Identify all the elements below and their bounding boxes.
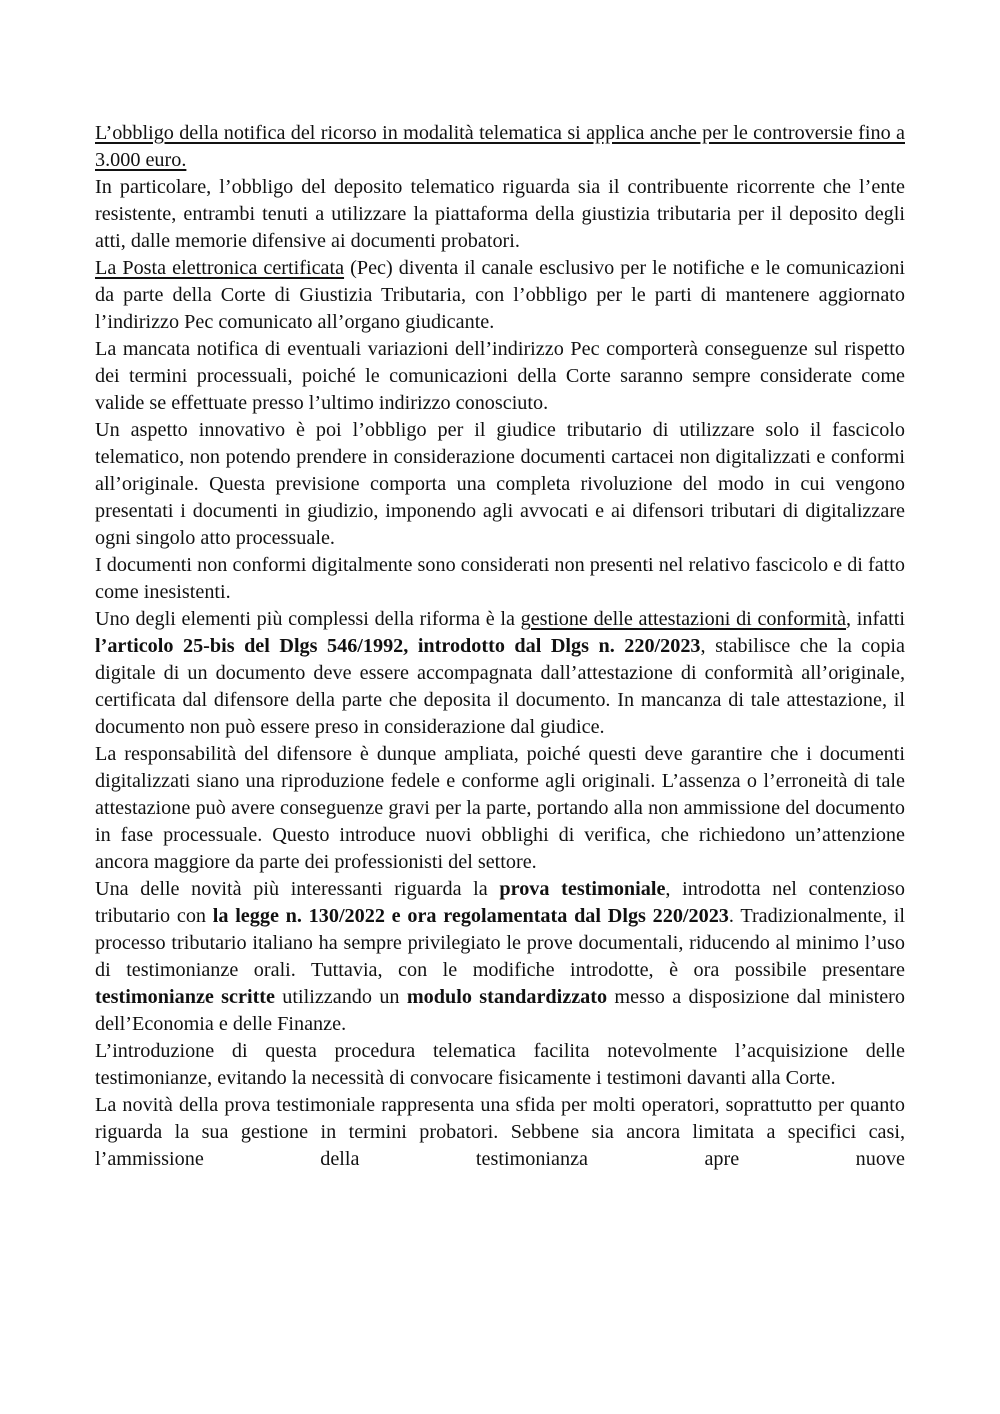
paragraph — [95, 606, 905, 741]
bold-text: modulo standardizzato — [406, 986, 608, 1008]
text-run: Una delle novità più interessanti riguarda la — [95, 878, 500, 900]
bold-text: prova testimoniale — [499, 878, 666, 900]
text-run: L’introduzione di questa procedura telematica facilita notevolmente l’acquisizione delle testimonianze, evitando la necessità di convocare fisicamente i testimoni davanti alla Corte. — [95, 1040, 905, 1089]
document-page — [95, 120, 905, 1173]
text-run: La responsabilità del difensore è dunque ampliata, poiché questi deve garantire che i documenti digitalizzati siano una riproduzione fedele e conforme agli originali. L’assenza o l’erroneità di tale attestazione può avere conseguenze gravi per la parte, portando alla non ammissione del documento in fase processuale. Questo introduce nuovi obblighi di verifica, che richiedono un’attenzione ancora maggiore da parte dei professionisti del settore. — [95, 743, 905, 873]
text-run: , infatti — [846, 608, 905, 630]
bold-text: testimonianze scritte — [95, 986, 275, 1008]
bold-text: l’articolo 25-bis del Dlgs 546/1992, introdotto dal Dlgs n. 220/2023 — [95, 635, 701, 657]
paragraph — [95, 255, 905, 336]
underlined-text: gestione delle attestazioni di conformità — [520, 608, 847, 630]
paragraph — [95, 876, 905, 1038]
text-run: Uno degli elementi più complessi della riforma è la — [95, 608, 521, 630]
paragraph — [95, 174, 905, 255]
paragraph — [95, 1092, 905, 1173]
text-run: , stabilisce che la copia digitale di un documento deve essere accompagnata dall’attestazione di conformità all’originale, certificata dal difensore della parte che deposita il documento. In mancanza di tale attestazione, il documento non può essere preso in considerazione dal giudice. — [95, 635, 905, 738]
underlined-text: L’obbligo della notifica del ricorso in modalità telematica si applica anche per le controversie fino a 3.000 euro. — [95, 122, 905, 171]
paragraph — [95, 336, 905, 417]
paragraph — [95, 417, 905, 552]
paragraph — [95, 120, 905, 174]
paragraph — [95, 552, 905, 606]
text-run: (Pec) diventa il canale esclusivo per le notifiche e le comunicazioni da parte della Corte di Giustizia Tributaria, con l’obbligo per le parti di mantenere aggiornato l’indirizzo Pec comunicato all’organo giudicante. — [95, 257, 905, 333]
text-run: In particolare, l’obbligo del deposito telematico riguarda sia il contribuente ricorrente che l’ente resistente, entrambi tenuti a utilizzare la piattaforma della giustizia tributaria per il deposito degli atti, dalle memorie difensive ai documenti probatori. — [95, 176, 905, 252]
paragraph — [95, 741, 905, 876]
bold-text: la legge n. 130/2022 e ora regolamentata dal Dlgs 220/2023 — [212, 905, 729, 927]
text-run: , introdotta nel contenzioso tributario con — [95, 878, 905, 927]
text-run: La novità della prova testimoniale rappresenta una sfida per molti operatori, soprattutto per quanto riguarda la sua gestione in termini probatori. Sebbene sia ancora limitata a specifici casi, l’ammissione della testimonianza apre nuove — [95, 1094, 905, 1170]
text-run: I documenti non conformi digitalmente sono considerati non presenti nel relativo fascicolo e di fatto come inesistenti. — [95, 554, 905, 603]
text-run: messo a disposizione dal ministero dell’Economia e delle Finanze. — [95, 986, 905, 1035]
paragraph — [95, 1038, 905, 1092]
text-run: Un aspetto innovativo è poi l’obbligo per il giudice tributario di utilizzare solo il fascicolo telematico, non potendo prendere in considerazione documenti cartacei non digitalizzati e conformi all’originale. Questa previsione comporta una completa rivoluzione del modo in cui vengono presentati i documenti in giudizio, imponendo agli avvocati e ai difensori tributari di digitalizzare ogni singolo atto processuale. — [95, 419, 905, 549]
underlined-text: La Posta elettronica certificata — [95, 257, 345, 279]
text-run: . Tradizionalmente, il processo tributario italiano ha sempre privilegiato le prove documentali, riducendo al minimo l’uso di testimonianze orali. Tuttavia, con le modifiche introdotte, è ora possibile presentare — [95, 905, 905, 981]
text-run: utilizzando un — [274, 986, 407, 1008]
text-run: La mancata notifica di eventuali variazioni dell’indirizzo Pec comporterà conseguenze sul rispetto dei termini processuali, poiché le comunicazioni della Corte saranno sempre considerate come valide se effettuate presso l’ultimo indirizzo conosciuto. — [95, 338, 905, 414]
